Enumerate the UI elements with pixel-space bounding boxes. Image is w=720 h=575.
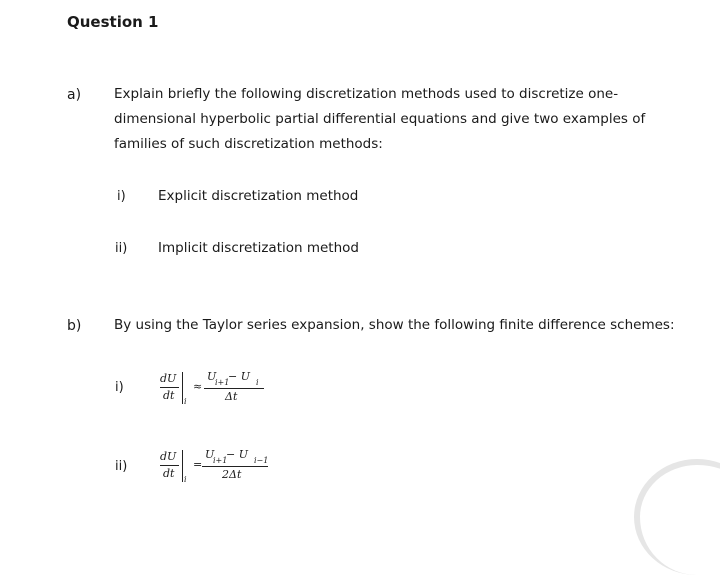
formula-1-rhs-numerator-u1: U [207,370,217,383]
formula-1-rhs-fraction-line [204,388,264,389]
corner-shading [634,459,720,575]
formula-1-rhs-denominator: Δt [225,390,238,403]
formula-2-rhs-numerator-sub2: i−1 [254,456,269,465]
formula-1-lhs-fraction-line [160,387,179,388]
formula-2-lhs-denominator: dt [163,467,175,480]
formula-2-relation: = [193,458,203,471]
formula-1-lhs-denominator: dt [163,389,175,402]
formula-1-label: i) [115,380,124,395]
part-a-item-1-label: i) [117,189,126,204]
formula-2-rhs-denominator: 2Δt [222,468,242,481]
part-b-text: By using the Taylor series expansion, show the following finite difference schemes: [114,317,675,333]
formula-1-rhs-numerator-op: − U [228,370,250,383]
part-a-item-2-text: Implicit discretization method [158,240,359,256]
formula-1-relation: ≈ [193,380,203,393]
part-a-line-3: families of such discretization methods: [114,136,383,152]
formula-1-lhs-numerator: dU [160,372,177,385]
formula-2-lhs-fraction-line [160,465,179,466]
formula-2-eval-subscript: i [184,475,187,484]
formula-1-rhs-numerator-sub1: i+1 [215,378,230,387]
formula-2-rhs-numerator-sub1: i+1 [213,456,228,465]
formula-1-eval-subscript: i [184,397,187,406]
part-a-line-2: dimensional hyperbolic partial differential equations and give two examples of [114,111,646,127]
formula-2-rhs-numerator-u1: U [205,448,215,461]
formula-2-eval-bar [182,450,183,482]
part-a-line-1: Explain briefly the following discretization methods used to discretize one- [114,86,619,102]
formula-2-label: ii) [115,459,128,474]
part-a-label: a) [67,87,82,103]
part-a-item-1-text: Explicit discretization method [158,188,359,204]
formula-2-rhs-fraction-line [202,466,268,467]
formula-2-rhs-numerator-op: − U [226,448,248,461]
formula-2-lhs-numerator: dU [160,450,177,463]
formula-1-rhs-numerator-sub2: i [256,378,259,387]
formula-1-eval-bar [182,372,183,404]
question-title: Question 1 [67,13,159,31]
part-b-label: b) [67,318,82,334]
part-a-item-2-label: ii) [115,241,128,256]
